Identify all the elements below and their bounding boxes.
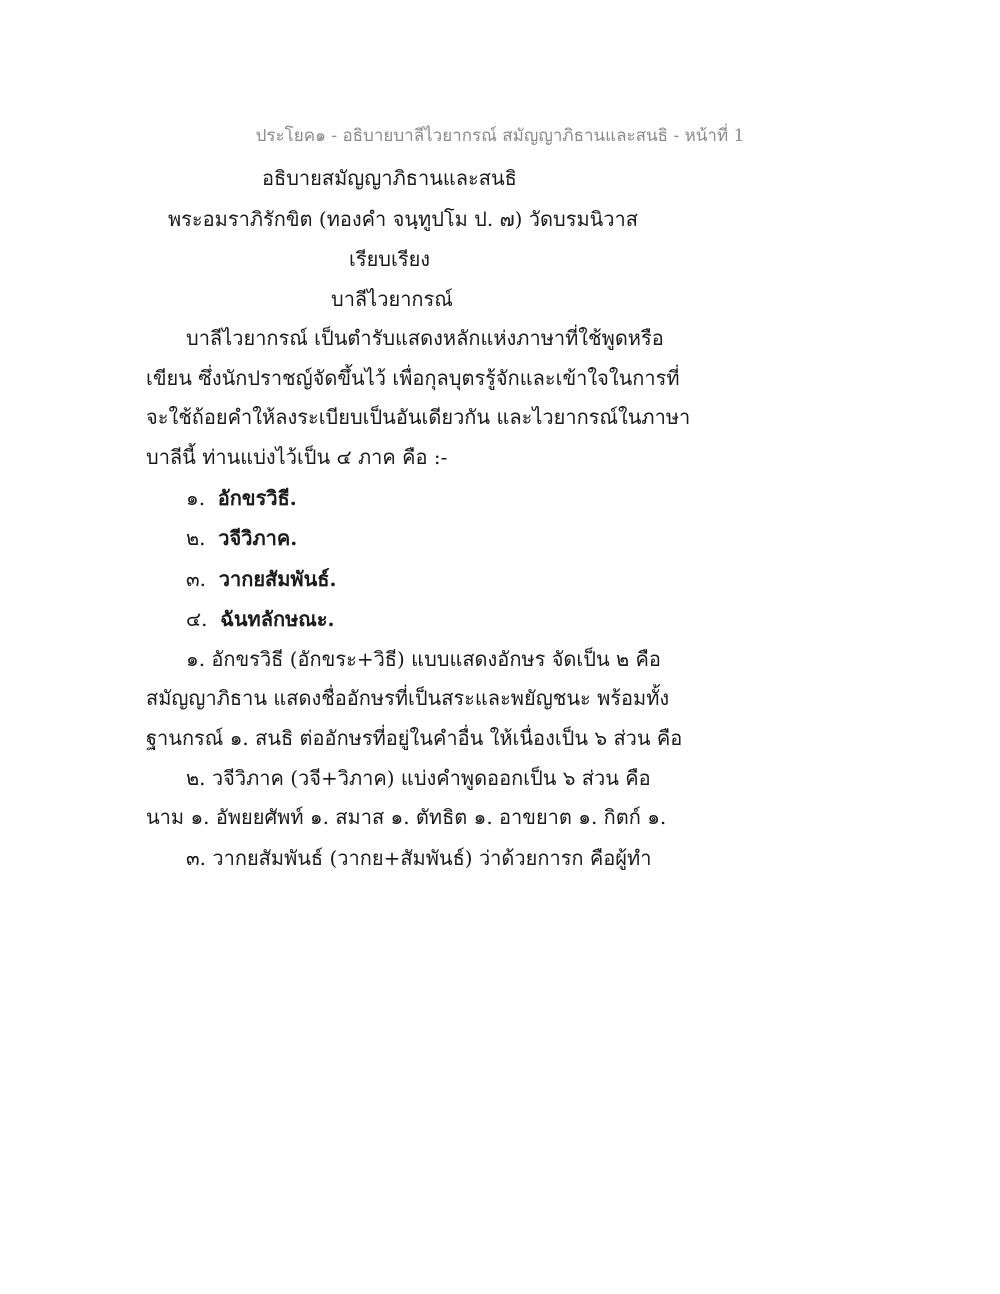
part-item xyxy=(186,563,336,595)
section-heading: บาลีไวยากรณ์ xyxy=(331,287,453,311)
part-number: ๑. xyxy=(186,486,206,510)
intro-line-2: เขียน ซึ่งนักปราชญ์จัดขึ้นไว้ เพื่อกุลบุตรรู้จักและเข้าใจในการที่ xyxy=(146,366,680,390)
part-name: อักขรวิธี. xyxy=(217,486,297,510)
part-name: วจีวิภาค. xyxy=(218,526,298,550)
part-name: วากยสัมพันธ์. xyxy=(218,567,337,591)
detail-line-6: ๓. วากยสัมพันธ์ (วากย+สัมพันธ์) ว่าด้วยการก คือผู้ทำ xyxy=(186,846,652,870)
document-title: อธิบายสมัญญาภิธานและสนธิ xyxy=(262,166,517,190)
detail-line-5: นาม ๑. อัพยยศัพท์ ๑. สมาส ๑. ตัทธิต ๑. อาขยาต ๑. กิตก์ ๑. xyxy=(146,805,667,829)
detail-line-2: สมัญญาภิธาน แสดงชื่ออักษรที่เป็นสระและพยัญชนะ พร้อมทั้ง xyxy=(146,686,670,710)
part-number: ๒. xyxy=(186,526,206,550)
detail-line-3: ฐานกรณ์ ๑. สนธิ ต่ออักษรที่อยู่ในคำอื่น ให้เนื่องเป็น ๖ ส่วน คือ xyxy=(146,726,683,750)
part-number: ๓. xyxy=(186,567,207,591)
part-item xyxy=(186,603,335,635)
part-item xyxy=(186,482,297,514)
compiled-by-label: เรียบเรียง xyxy=(349,247,431,271)
detail-line-4: ๒. วจีวิภาค (วจี+วิภาค) แบ่งคำพูดออกเป็น ๖ ส่วน คือ xyxy=(186,766,651,790)
page-header: ประโยค๑ - อธิบายบาลีไวยากรณ์ สมัญญาภิธานและสนธิ - หน้าที่ 1 xyxy=(255,126,745,146)
detail-line-1: ๑. อักขรวิธี (อักขระ+วิธี) แบบแสดงอักษร จัดเป็น ๒ คือ xyxy=(186,647,661,671)
part-number: ๔. xyxy=(186,607,208,631)
intro-line-1: บาลีไวยากรณ์ เป็นตำรับแสดงหลักแห่งภาษาที่ใช้พูดหรือ xyxy=(186,326,664,350)
intro-line-4: บาลีนี้ ท่านแบ่งไว้เป็น ๔ ภาค คือ :- xyxy=(146,445,448,469)
intro-line-3: จะใช้ถ้อยคำให้ลงระเบียบเป็นอันเดียวกัน และไวยากรณ์ในภาษา xyxy=(146,405,691,429)
author-line: พระอมราภิรักขิต (ทองคำ จนฺทูปโม ป. ๗) วัดบรมนิวาส xyxy=(168,207,638,231)
part-name: ฉันทลักษณะ. xyxy=(220,607,335,631)
part-item xyxy=(186,522,297,554)
